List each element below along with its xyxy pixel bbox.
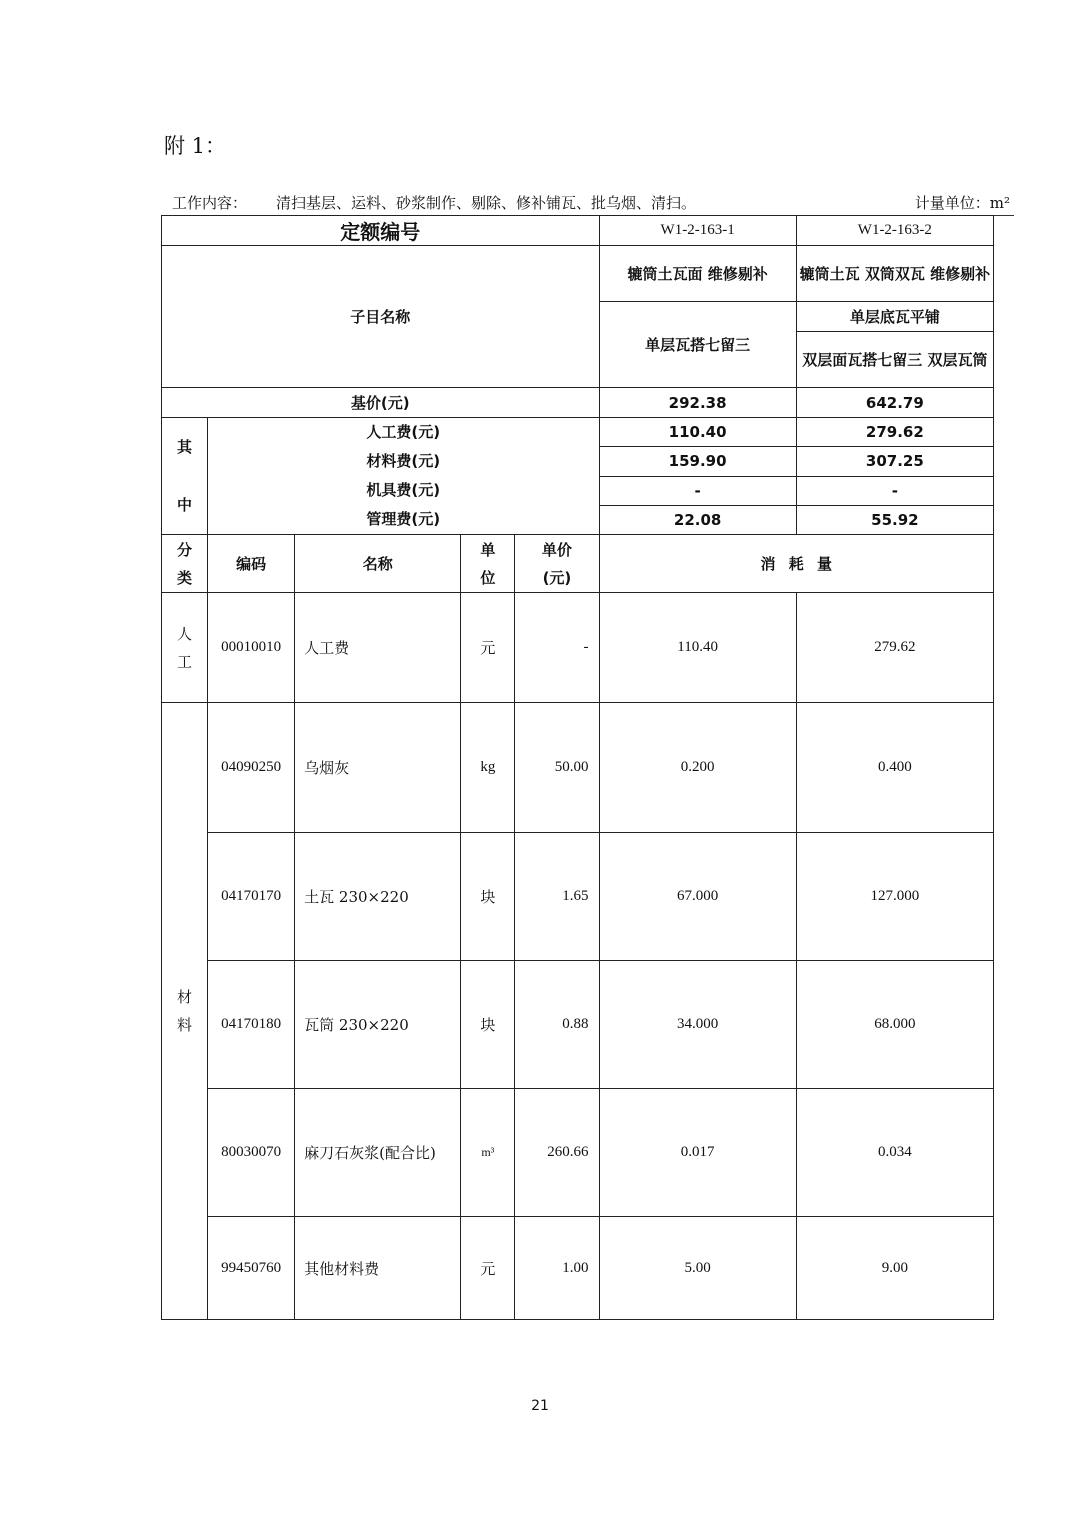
row-code: 04170180: [208, 961, 295, 1089]
row-qty-1: 34.000: [599, 961, 796, 1089]
work-content-line: [172, 192, 1010, 213]
row-qty-1: 0.017: [599, 1089, 796, 1217]
cost-material-1: 159.90: [599, 447, 796, 476]
row-unit: 块: [461, 961, 515, 1089]
among-label: [162, 418, 208, 535]
header-unit-price: 单价(元): [515, 535, 599, 593]
row-code: 80030070: [208, 1089, 295, 1217]
work-content-label: 工作内容：: [172, 194, 248, 212]
cost-labor-2: 279.62: [796, 418, 993, 447]
cost-machine-2: -: [796, 476, 993, 505]
row-name: 乌烟灰: [295, 703, 461, 833]
table-row: [162, 1089, 994, 1217]
cost-label-labor: 人工费(元): [366, 423, 441, 441]
col1-name-line1: 辘筒土瓦面 维修剔补: [599, 246, 796, 302]
quota-code-1: W1-2-163-1: [599, 216, 796, 246]
among-label-1: 其: [177, 438, 193, 456]
row-qty-2: 0.400: [796, 703, 993, 833]
measure-unit: 计量单位：m²: [914, 194, 1010, 212]
col1-name-line2: 单层瓦搭七留三: [599, 302, 796, 388]
appendix-label: 附 1：: [164, 134, 227, 158]
row-price: 260.66: [515, 1089, 599, 1217]
row-name: 瓦筒 230×220: [295, 961, 461, 1089]
cost-management-1: 22.08: [599, 505, 796, 534]
quota-code-2: W1-2-163-2: [796, 216, 993, 246]
header-category: 分类: [162, 535, 208, 593]
quota-table: [161, 215, 994, 1320]
row-qty-2: 279.62: [796, 593, 993, 703]
header-code: 编码: [208, 535, 295, 593]
table-row: [162, 961, 994, 1089]
row-qty-1: 67.000: [599, 833, 796, 961]
row-code: 00010010: [208, 593, 295, 703]
table-row: [162, 593, 994, 703]
row-qty-1: 110.40: [599, 593, 796, 703]
base-price-1: 292.38: [599, 388, 796, 418]
page-number: 21: [531, 1398, 549, 1414]
cost-label-material: 材料费(元): [366, 452, 441, 470]
cost-labor-1: 110.40: [599, 418, 796, 447]
among-label-2: 中: [177, 496, 193, 514]
base-price-label: 基价(元): [162, 388, 600, 418]
table-row: [162, 1217, 994, 1320]
cost-management-2: 55.92: [796, 505, 993, 534]
row-price: 50.00: [515, 703, 599, 833]
row-code: 99450760: [208, 1217, 295, 1320]
row-qty-1: 5.00: [599, 1217, 796, 1320]
row-unit: m³: [461, 1089, 515, 1217]
col2-name-line2: 单层底瓦平铺: [796, 302, 993, 332]
col2-name-line1: 辘筒土瓦 双筒双瓦 维修剔补: [796, 246, 993, 302]
cost-labels: [208, 418, 599, 535]
category-material: 材料: [162, 703, 208, 1320]
row-price: 1.65: [515, 833, 599, 961]
work-content-text: 清扫基层、运料、砂浆制作、剔除、修补铺瓦、批乌烟、清扫。: [276, 194, 697, 212]
row-price: -: [515, 593, 599, 703]
row-unit: kg: [461, 703, 515, 833]
row-name: 土瓦 230×220: [295, 833, 461, 961]
header-unit: 单位: [461, 535, 515, 593]
table-row: [162, 833, 994, 961]
row-code: 04170170: [208, 833, 295, 961]
category-labor: 人工: [162, 593, 208, 703]
row-qty-2: 9.00: [796, 1217, 993, 1320]
cost-label-management: 管理费(元): [366, 510, 441, 528]
row-code: 04090250: [208, 703, 295, 833]
header-name: 名称: [295, 535, 461, 593]
row-unit: 块: [461, 833, 515, 961]
cost-label-machine: 机具费(元): [366, 481, 441, 499]
header-consumption: 消 耗 量: [599, 535, 993, 593]
col2-name-line3: 双层面瓦搭七留三 双层瓦筒: [796, 332, 993, 388]
base-price-2: 642.79: [796, 388, 993, 418]
row-name: 人工费: [295, 593, 461, 703]
quota-number-header: 定额编号: [162, 216, 600, 246]
row-price: 1.00: [515, 1217, 599, 1320]
row-name: 麻刀石灰浆(配合比): [295, 1089, 461, 1217]
row-qty-2: 127.000: [796, 833, 993, 961]
row-unit: 元: [461, 593, 515, 703]
row-qty-2: 68.000: [796, 961, 993, 1089]
cost-material-2: 307.25: [796, 447, 993, 476]
row-price: 0.88: [515, 961, 599, 1089]
row-name: 其他材料费: [295, 1217, 461, 1320]
row-qty-1: 0.200: [599, 703, 796, 833]
row-unit: 元: [461, 1217, 515, 1320]
row-qty-2: 0.034: [796, 1089, 993, 1217]
cost-machine-1: -: [599, 476, 796, 505]
subitem-name-label: 子目名称: [162, 246, 600, 388]
table-row: [162, 703, 994, 833]
